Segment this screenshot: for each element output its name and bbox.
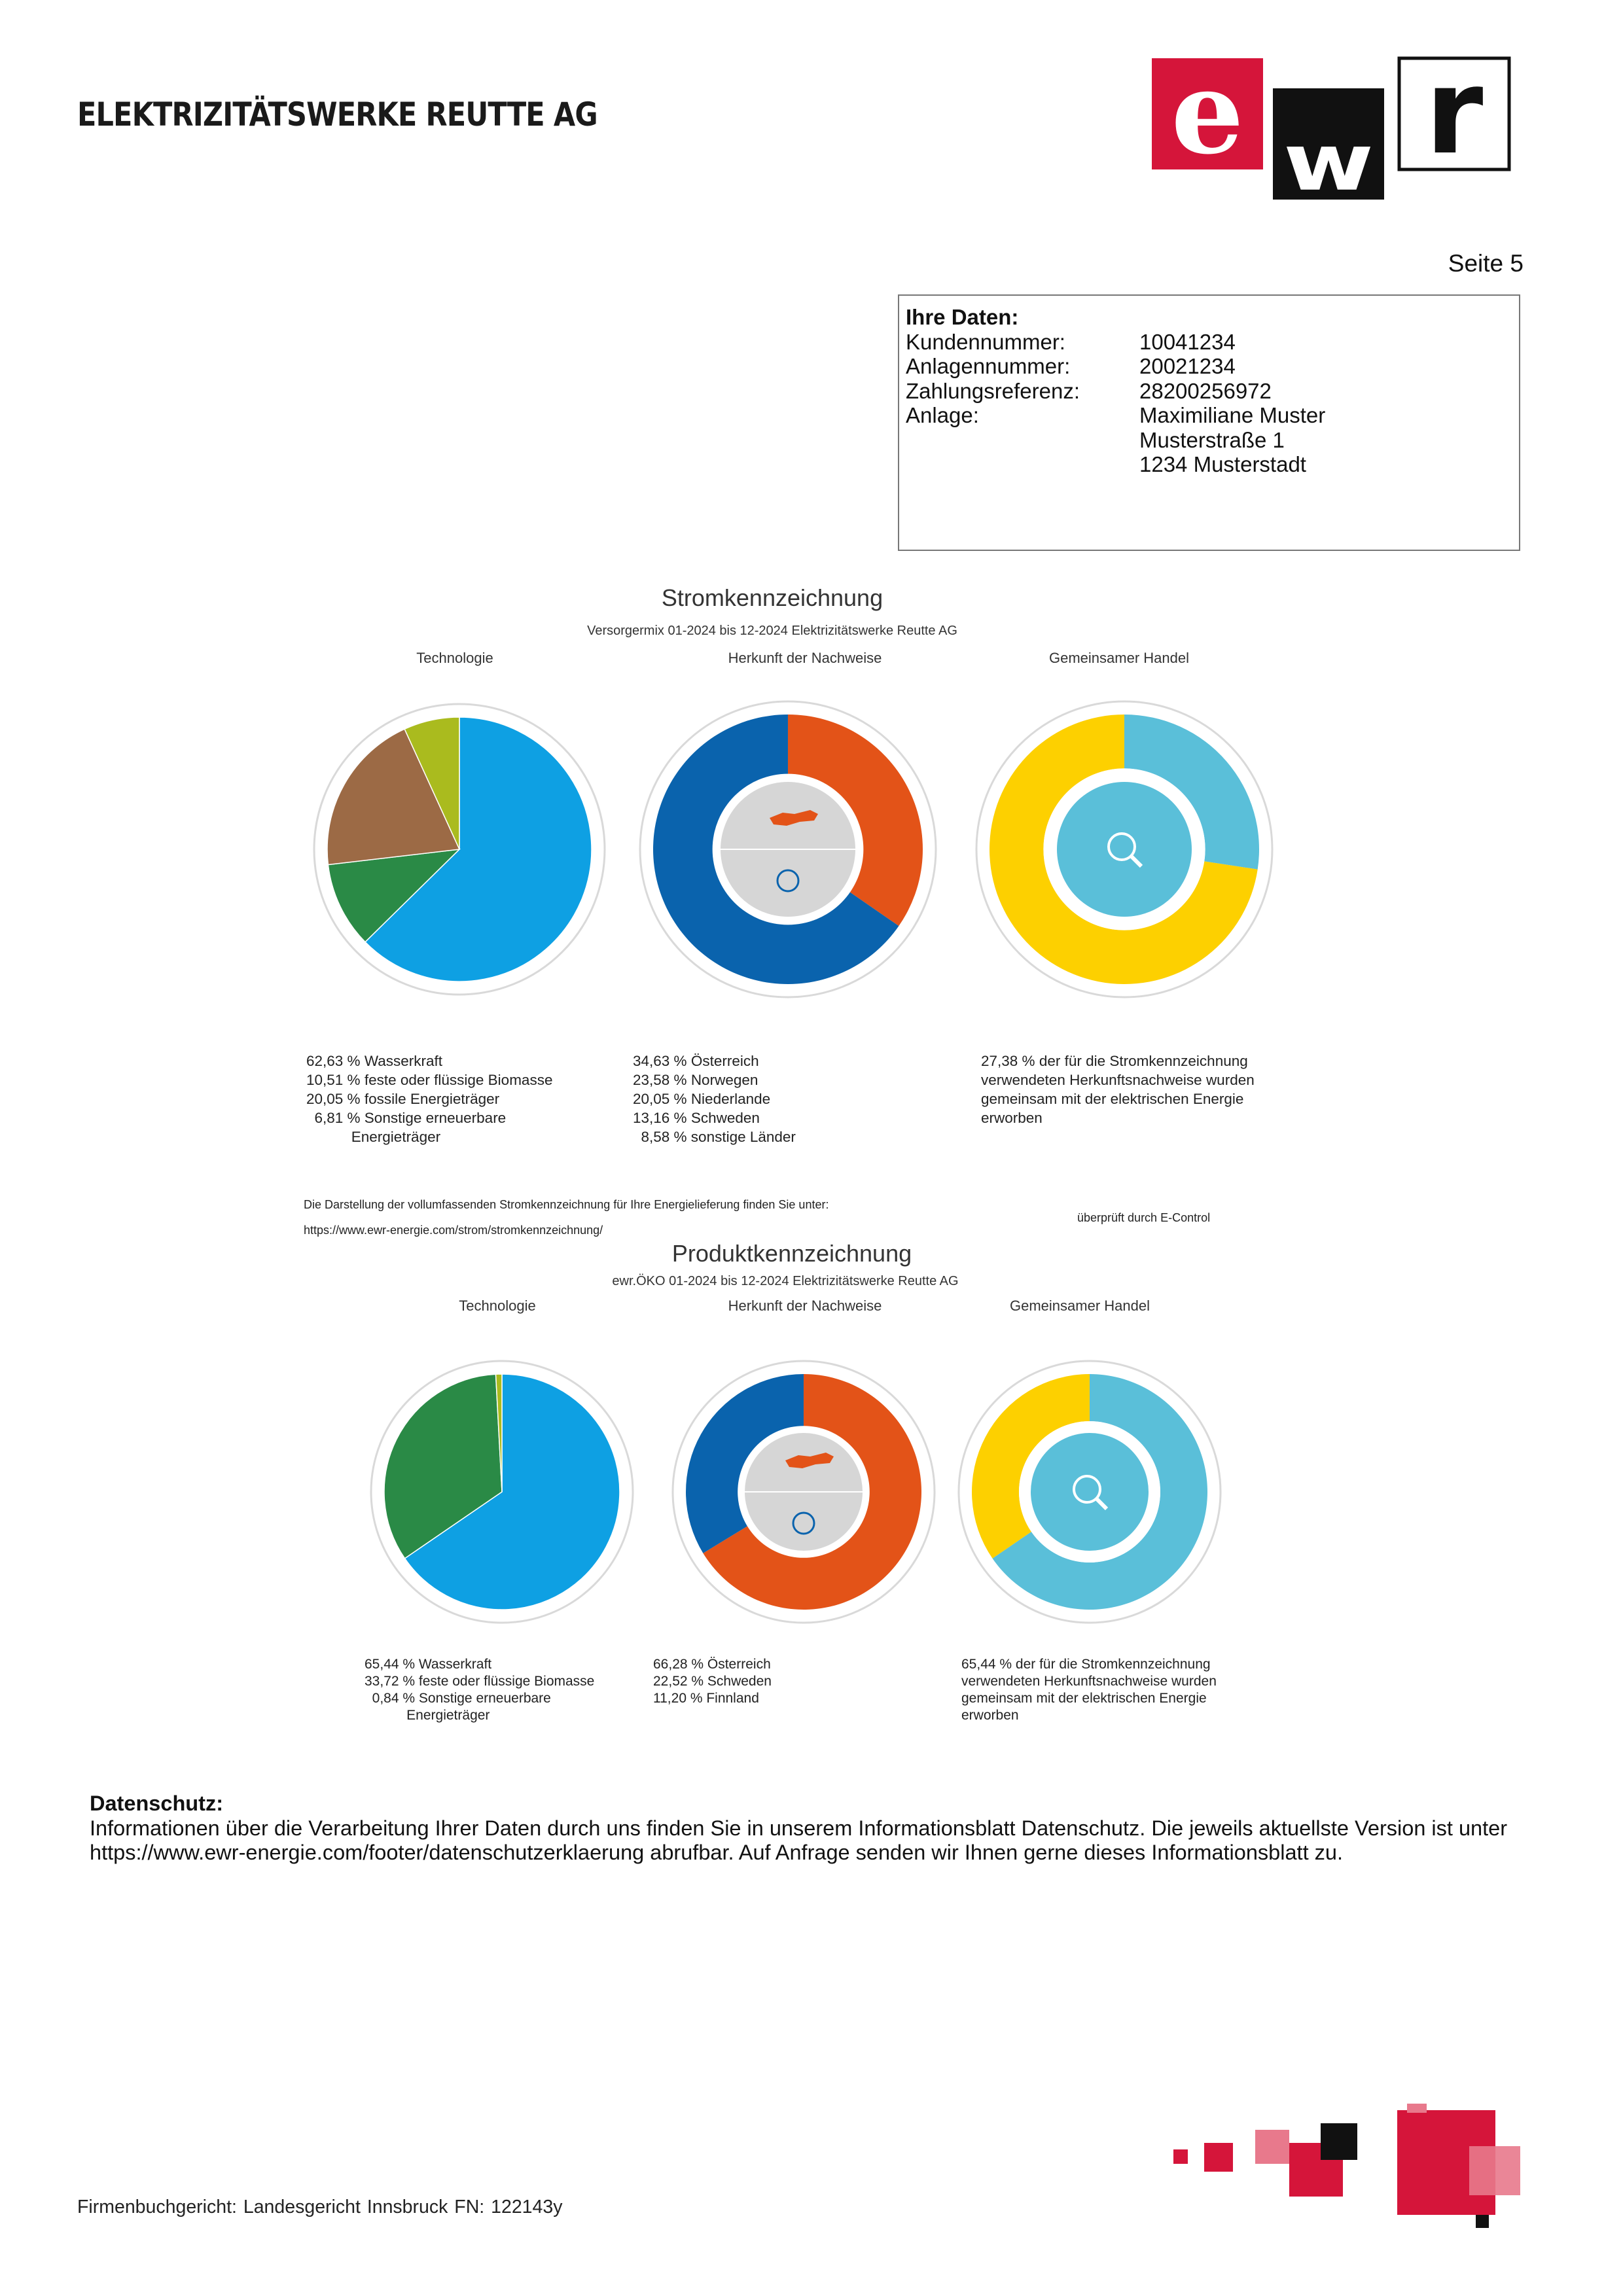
customer-row-value: 28200256972 — [1139, 378, 1272, 403]
produkt-chart-title-herkunft: Herkunft der Nachweise — [728, 1298, 882, 1314]
produkt-chart-title-handel: Gemeinsamer Handel — [1010, 1298, 1150, 1314]
customer-row-label: Anlagennummer: — [906, 354, 1071, 378]
strom-chart-title-herkunft: Herkunft der Nachweise — [728, 650, 882, 666]
customer-row-value: 10041234 — [1139, 329, 1236, 354]
customer-row-label — [906, 428, 1139, 453]
strom-legend-technologie: 62,63 % Wasserkraft 10,51 % feste oder flüssige Biomasse 20,05 % fossile Energieträger 6,81 % Sonstige erneuerbare Energieträger — [306, 1053, 553, 1145]
customer-row — [906, 330, 1512, 355]
customer-row-value: Maximiliane Muster — [1139, 403, 1326, 427]
customer-row — [906, 403, 1512, 428]
strom-legend-handel: 27,38 % der für die Stromkennzeichnung verwendeten Herkunftsnachweise wurden gemeinsam mit der elektrischen Energie erworben — [981, 1053, 1255, 1126]
customer-data-box — [898, 294, 1520, 551]
logo-letter-w: w — [1283, 117, 1374, 200]
customer-row-label: Anlage: — [906, 403, 979, 427]
privacy-title: Datenschutz: — [90, 1792, 224, 1815]
customer-row-value: Musterstraße 1 — [1139, 427, 1285, 452]
customer-row — [906, 379, 1512, 404]
customer-row — [906, 354, 1512, 379]
logo-letter-r: r — [1425, 56, 1484, 181]
strom-url[interactable]: https://www.ewr-energie.com/strom/stromkennzeichnung/ — [304, 1224, 603, 1237]
produkt-legend-handel: 65,44 % der für die Stromkennzeichnung verwendeten Herkunftsnachweise wurden gemeinsam mit der elektrischen Energie erworben — [961, 1657, 1217, 1723]
customer-box-title: Ihre Daten: — [906, 305, 1019, 329]
strom-chart-title-technologie: Technologie — [416, 650, 493, 666]
produkt-chart-title-technologie: Technologie — [459, 1298, 536, 1314]
produkt-legend-technologie: 65,44 % Wasserkraft 33,72 % feste oder flüssige Biomasse 0,84 % Sonstige erneuerbare Energieträger — [365, 1657, 595, 1723]
donut-center — [1057, 782, 1192, 917]
ewr-logo — [1152, 56, 1518, 200]
customer-row-value: 1234 Musterstadt — [1139, 452, 1306, 476]
verified-note: überprüft durch E-Control — [1077, 1211, 1211, 1224]
strom-note: Die Darstellung der vollumfassenden Stromkennzeichnung für Ihre Energielieferung finden Sie unter: — [304, 1198, 829, 1211]
page-number: Seite 5 — [1448, 250, 1524, 277]
donut-center — [1031, 1433, 1149, 1551]
strom-subtitle: Versorgermix 01-2024 bis 12-2024 Elektrizitätswerke Reutte AG — [587, 624, 957, 638]
strom-title: Stromkennzeichnung — [661, 584, 883, 611]
customer-row-value: 20021234 — [1139, 354, 1236, 378]
strom-chart-title-handel: Gemeinsamer Handel — [1049, 650, 1189, 666]
customer-row-label: Zahlungsreferenz: — [906, 378, 1080, 403]
produkt-title: Produktkennzeichnung — [671, 1240, 912, 1267]
strom-legend-herkunft: 34,63 % Österreich 23,58 % Norwegen 20,05 % Niederlande 13,16 % Schweden 8,58 % sonstige Länder — [633, 1053, 796, 1145]
charts-canvas — [275, 569, 1322, 1642]
customer-row — [906, 428, 1512, 453]
privacy-section — [90, 1792, 1543, 1865]
produkt-legend-herkunft: 66,28 % Österreich 22,52 % Schweden 11,20 % Finnland — [653, 1657, 772, 1706]
footer-decoration — [1171, 2091, 1538, 2228]
privacy-text: Informationen über die Verarbeitung Ihrer Daten durch uns finden Sie in unserem Informationsblatt Datenschutz. Die jeweils aktuellste Version ist unter https://www.ewr-energie.com/footer/datenschutzerklaerung abrufbar. Auf Anfrage senden wir Ihnen gerne dieses Informationsblatt zu. — [90, 1816, 1508, 1864]
customer-row-label — [906, 452, 1139, 477]
customer-row — [906, 452, 1512, 477]
customer-row-label: Kundennummer: — [906, 329, 1065, 354]
company-name: ELEKTRIZITÄTSWERKE REUTTE AG — [77, 96, 597, 133]
footer-text: Firmenbuchgericht: Landesgericht Innsbruck FN: 122143y — [77, 2197, 563, 2217]
logo-letter-e: e — [1171, 56, 1244, 180]
produkt-subtitle: ewr.ÖKO 01-2024 bis 12-2024 Elektrizitätswerke Reutte AG — [612, 1274, 959, 1288]
